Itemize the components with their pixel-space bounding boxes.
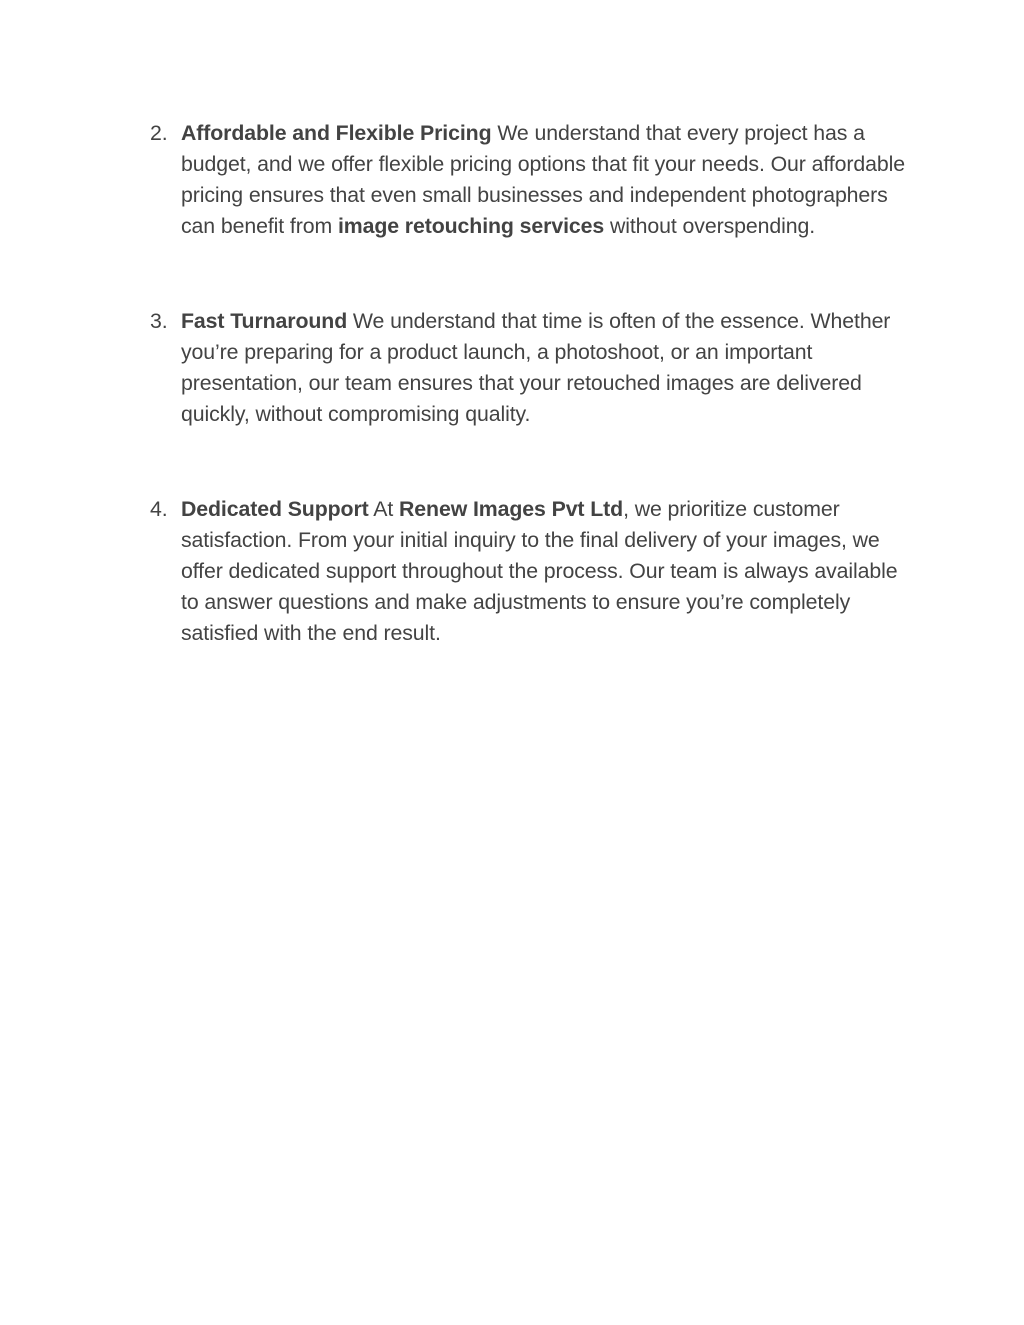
list-item-fast-turnaround xyxy=(150,306,910,430)
list-item-dedicated-support xyxy=(150,494,910,649)
item-body-part-2: without overspending. xyxy=(604,214,816,238)
list-item-affordable-pricing xyxy=(150,118,910,242)
list-number: 3. xyxy=(150,309,168,333)
item-title: Dedicated Support xyxy=(181,497,369,521)
item-emphasis: image retouching services xyxy=(337,214,605,238)
item-body-part-2: , we prioritize customer satisfaction. From your initial inquiry to the final delivery of your images, we offer dedicated support throughout the process. Our team is always available to answer questions and make adjustments to ensure you’re completely satisfied with the end result. xyxy=(181,497,898,645)
list-item-text xyxy=(181,121,905,238)
list-item-text xyxy=(181,309,890,426)
list-number: 2. xyxy=(150,121,168,145)
item-title: Fast Turnaround xyxy=(181,309,348,333)
numbered-list xyxy=(150,118,910,649)
list-number: 4. xyxy=(150,497,168,521)
item-body-part-1: At xyxy=(368,497,400,521)
item-body-part-1: We understand that time is often of the essence. Whether you’re preparing for a product launch, a photoshoot, or an important presentation, our team ensures that your retouched images are delivered quickly, without compromising quality. xyxy=(181,309,891,426)
item-company-name: Renew Images Pvt Ltd xyxy=(399,497,624,521)
list-item-text xyxy=(181,497,898,645)
item-title: Affordable and Flexible Pricing xyxy=(181,121,492,145)
item-body-part-1: We understand that every project has a budget, and we offer flexible pricing options that fit your needs. Our affordable pricing ensures that even small businesses and independent photographers can benefit from xyxy=(181,121,905,238)
